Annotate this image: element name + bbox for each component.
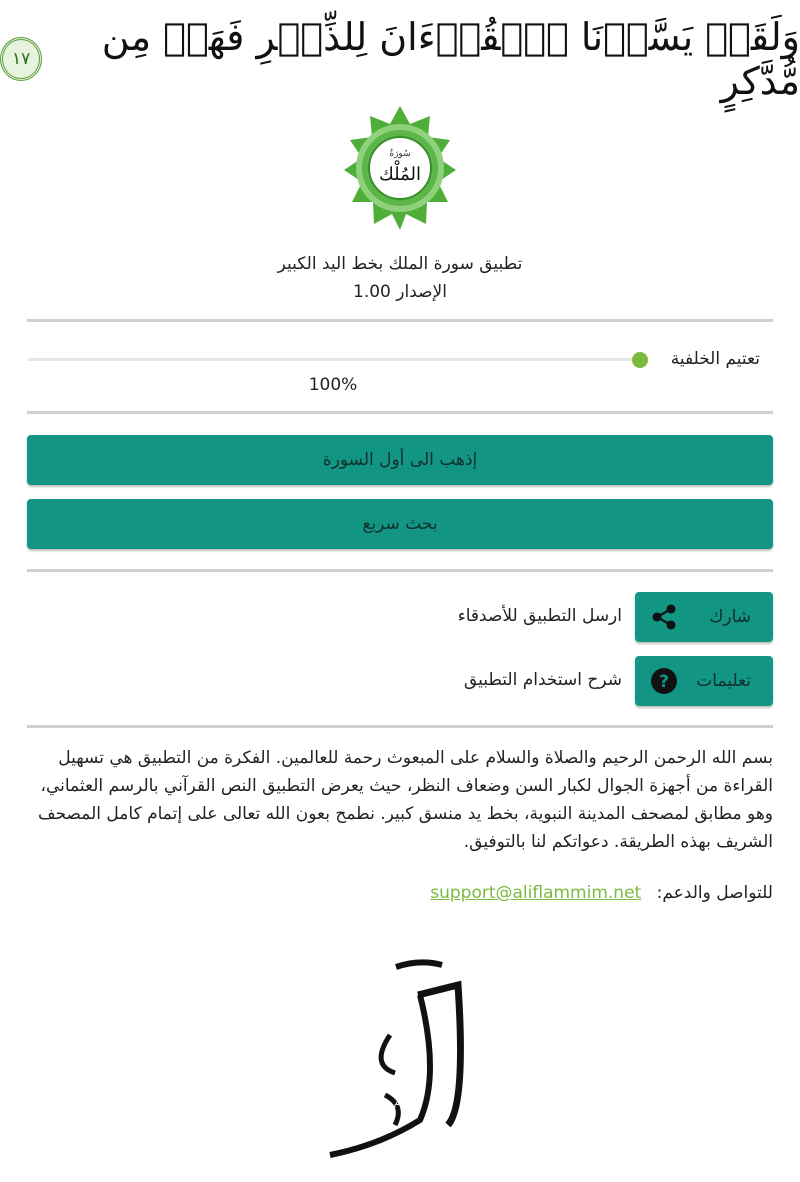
contact-label: للتواصل والدعم:	[656, 883, 773, 903]
share-button[interactable]	[635, 592, 773, 642]
ayah-number-marker: ١٧	[0, 37, 42, 81]
background-dim-label: تعتيم الخلفية	[670, 349, 760, 369]
go-to-start-button[interactable]: إذهب الى أول السورة	[27, 435, 773, 485]
share-description: ارسل التطبيق للأصدقاء	[457, 606, 622, 626]
share-button-label: شارك	[709, 607, 751, 627]
background-dim-slider-thumb[interactable]	[632, 352, 648, 368]
emblem-label-top: سُورَةُ	[389, 149, 411, 159]
app-version: الإصدار 1.00	[353, 282, 447, 302]
help-description: شرح استخدام التطبيق	[463, 670, 622, 690]
verse-text: وَلَقَدۡ يَسَّرۡنَا ٱلۡقُرۡءَانَ لِلذِّكۡرِ فَهَلۡ مِن مُّدَّكِرٍ	[101, 15, 800, 103]
about-text: بسم الله الرحمن الرحيم والصلاة والسلام على المبعوث رحمة للعالمين. الفكرة من التطبيق هي تسهيل القراءة من أجهزة الجوال لكبار السن وضعاف النظر، حيث يعرض التطبيق النص القرآني بالرسم العثماني، وهو مطابق لمصحف المدينة النبوية، بخط يد منسق كبير. نطمح بعون الله تعالى على إتمام كامل المصحف الشريف بهذه الطريقة. دعواتكم لنا بالتوفيق.	[37, 748, 773, 852]
contact-line	[430, 883, 773, 903]
help-icon	[649, 666, 679, 696]
emblem-label-main: المُلْك	[378, 164, 422, 185]
quick-search-button[interactable]: بحث سريع	[27, 499, 773, 549]
app-title: تطبيق سورة الملك بخط اليد الكبير	[277, 254, 523, 274]
help-button-label: تعليمات	[696, 671, 751, 691]
share-icon	[649, 602, 679, 632]
divider	[27, 725, 773, 728]
svg-text:?: ?	[659, 672, 669, 692]
help-button[interactable]	[635, 656, 773, 706]
background-dim-slider-track[interactable]	[28, 358, 636, 361]
surah-emblem-icon	[336, 104, 464, 232]
support-email-link[interactable]: support@aliflammim.net	[430, 883, 642, 903]
logo-text: الم	[393, 1097, 407, 1108]
divider	[27, 411, 773, 414]
verse-banner	[0, 14, 800, 104]
aliflammim-logo	[270, 955, 530, 1182]
divider	[27, 569, 773, 572]
background-dim-value: 100%	[308, 375, 358, 395]
divider	[27, 319, 773, 322]
